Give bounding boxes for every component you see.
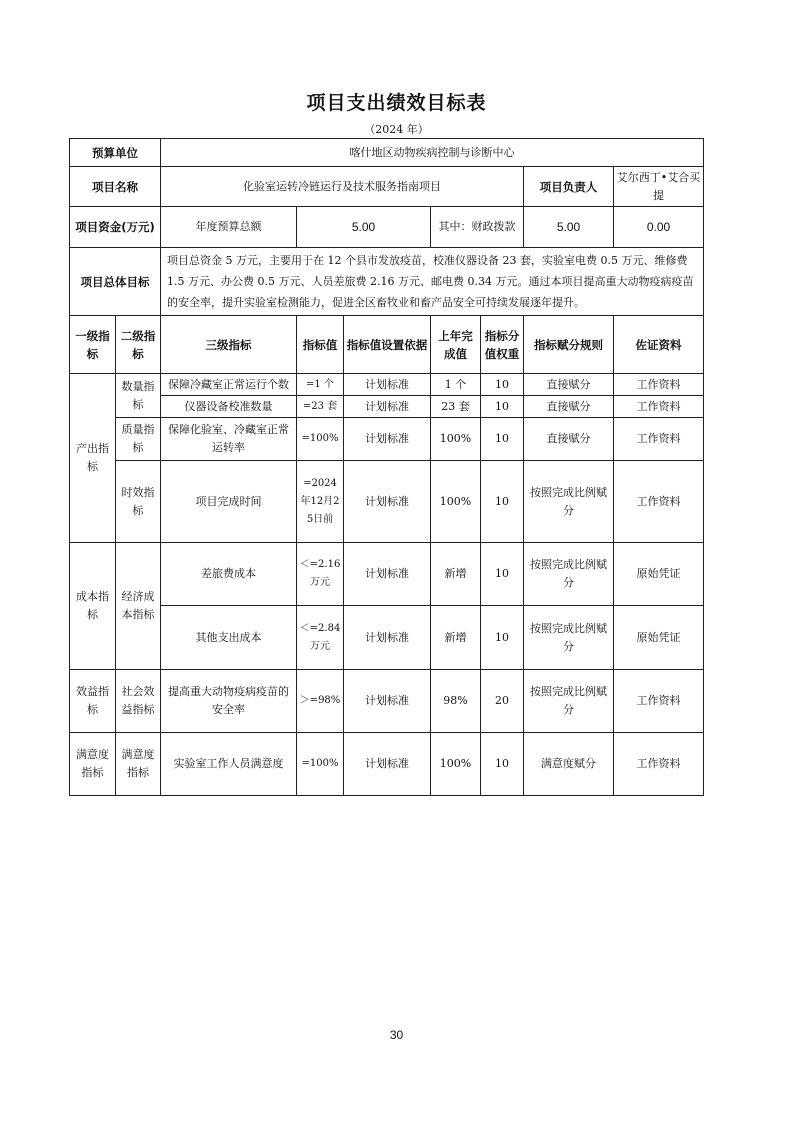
column-header-row [70,316,704,374]
indicator-cell: 保障冷藏室正常运行个数 [161,374,297,396]
responsible-value: 艾尔西丁•艾合买提 [614,167,704,207]
budget-unit-label: 预算单位 [70,139,161,167]
table-row [70,396,704,418]
value-cell: ＜=2.84万元 [297,606,344,670]
basis-cell: 计划标准 [344,396,431,418]
last-year-cell: 100% [431,418,481,461]
subgroup-economic: 经济成本指标 [116,543,161,670]
group-satisfaction: 满意度指标 [70,733,116,796]
evidence-cell: 工作资料 [614,461,704,543]
value-cell: =1 个 [297,374,344,396]
value-cell: =100% [297,418,344,461]
indicator-cell: 项目完成时间 [161,461,297,543]
table-row [70,670,704,733]
goal-row [70,248,704,316]
rule-cell: 满意度赋分 [524,733,614,796]
goal-label: 项目总体目标 [70,248,161,316]
basis-cell: 计划标准 [344,418,431,461]
col-evidence: 佐证资料 [614,316,704,374]
budget-unit-value: 喀什地区动物疾病控制与诊断中心 [161,139,704,167]
table-row [70,733,704,796]
year-label: （2024 年） [364,123,429,136]
rule-cell: 按照完成比例赋分 [524,461,614,543]
evidence-cell: 原始凭证 [614,606,704,670]
basis-cell: 计划标准 [344,461,431,543]
table-row [70,606,704,670]
last-year-cell: 23 套 [431,396,481,418]
last-year-cell: 100% [431,733,481,796]
page-number: 30 [389,1028,404,1042]
subgroup-quality: 质量指标 [116,418,161,461]
evidence-cell: 工作资料 [614,396,704,418]
weight-cell: 10 [481,461,524,543]
value-cell: ＜=2.16万元 [297,543,344,606]
fiscal-value: 5.00 [524,207,614,248]
subgroup-quantity: 数量指标 [116,374,161,418]
table-row [70,418,704,461]
value-cell: =2024年12月25日前 [297,461,344,543]
weight-cell: 20 [481,670,524,733]
basis-cell: 计划标准 [344,374,431,396]
project-name-row [70,167,704,207]
weight-cell: 10 [481,418,524,461]
col-level1: 一级指标 [70,316,116,374]
last-year-cell: 1 个 [431,374,481,396]
weight-cell: 10 [481,543,524,606]
indicator-cell: 其他支出成本 [161,606,297,670]
funds-label: 项目资金(万元) [70,207,161,248]
indicator-cell: 保障化验室、冷藏室正常运转率 [161,418,297,461]
rule-cell: 直接赋分 [524,418,614,461]
annual-budget-value: 5.00 [297,207,431,248]
table-row [70,543,704,606]
weight-cell: 10 [481,733,524,796]
evidence-cell: 工作资料 [614,670,704,733]
basis-cell: 计划标准 [344,543,431,606]
indicator-cell: 实验室工作人员满意度 [161,733,297,796]
rule-cell: 按照完成比例赋分 [524,670,614,733]
group-benefit: 效益指标 [70,670,116,733]
basis-cell: 计划标准 [344,606,431,670]
last-year-cell: 新增 [431,606,481,670]
evidence-cell: 工作资料 [614,374,704,396]
project-name-value: 化验室运转冷链运行及技术服务指南项目 [161,167,524,207]
responsible-label: 项目负责人 [524,167,614,207]
performance-table [69,138,704,796]
rule-cell: 直接赋分 [524,396,614,418]
evidence-cell: 工作资料 [614,418,704,461]
last-year-cell: 新增 [431,543,481,606]
other-funds-value: 0.00 [614,207,704,248]
subgroup-satisfaction: 满意度指标 [116,733,161,796]
funds-row [70,207,704,248]
rule-cell: 按照完成比例赋分 [524,606,614,670]
basis-cell: 计划标准 [344,670,431,733]
subgroup-social: 社会效益指标 [116,670,161,733]
weight-cell: 10 [481,374,524,396]
col-weight: 指标分值权重 [481,316,524,374]
indicator-cell: 仪器设备校准数量 [161,396,297,418]
rule-cell: 直接赋分 [524,374,614,396]
group-cost: 成本指标 [70,543,116,670]
page-title: 项目支出绩效目标表 [306,92,487,114]
project-name-label: 项目名称 [70,167,161,207]
value-cell: =100% [297,733,344,796]
subgroup-timeliness: 时效指标 [116,461,161,543]
value-cell: ＞=98% [297,670,344,733]
indicator-cell: 提高重大动物疫病疫苗的安全率 [161,670,297,733]
col-basis: 指标值设置依据 [344,316,431,374]
evidence-cell: 原始凭证 [614,543,704,606]
group-output: 产出指标 [70,374,116,543]
table-row [70,374,704,396]
weight-cell: 10 [481,396,524,418]
goal-text: 项目总资金 5 万元，主要用于在 12 个县市发放疫苗，校准仪器设备 23 套，实验室电费 0.5 万元、维修费 1.5 万元、办公费 0.5 万元、人员差旅费 2.16 万元、邮电费 0.34 万元。通过本项目提高重大动物疫病疫苗的安全率，提升实验室检测能力，促进全区畜牧业和畜产品安全可持续发展逐年提升。 [161,248,704,316]
col-level2: 二级指标 [116,316,161,374]
rule-cell: 按照完成比例赋分 [524,543,614,606]
col-rule: 指标赋分规则 [524,316,614,374]
col-last-year: 上年完成值 [431,316,481,374]
annual-budget-label: 年度预算总额 [161,207,297,248]
col-level3: 三级指标 [161,316,297,374]
table-row [70,461,704,543]
last-year-cell: 100% [431,461,481,543]
last-year-cell: 98% [431,670,481,733]
fiscal-label: 其中：财政拨款 [431,207,524,248]
basis-cell: 计划标准 [344,733,431,796]
weight-cell: 10 [481,606,524,670]
evidence-cell: 工作资料 [614,733,704,796]
indicator-cell: 差旅费成本 [161,543,297,606]
budget-unit-row [70,139,704,167]
col-value: 指标值 [297,316,344,374]
value-cell: =23 套 [297,396,344,418]
